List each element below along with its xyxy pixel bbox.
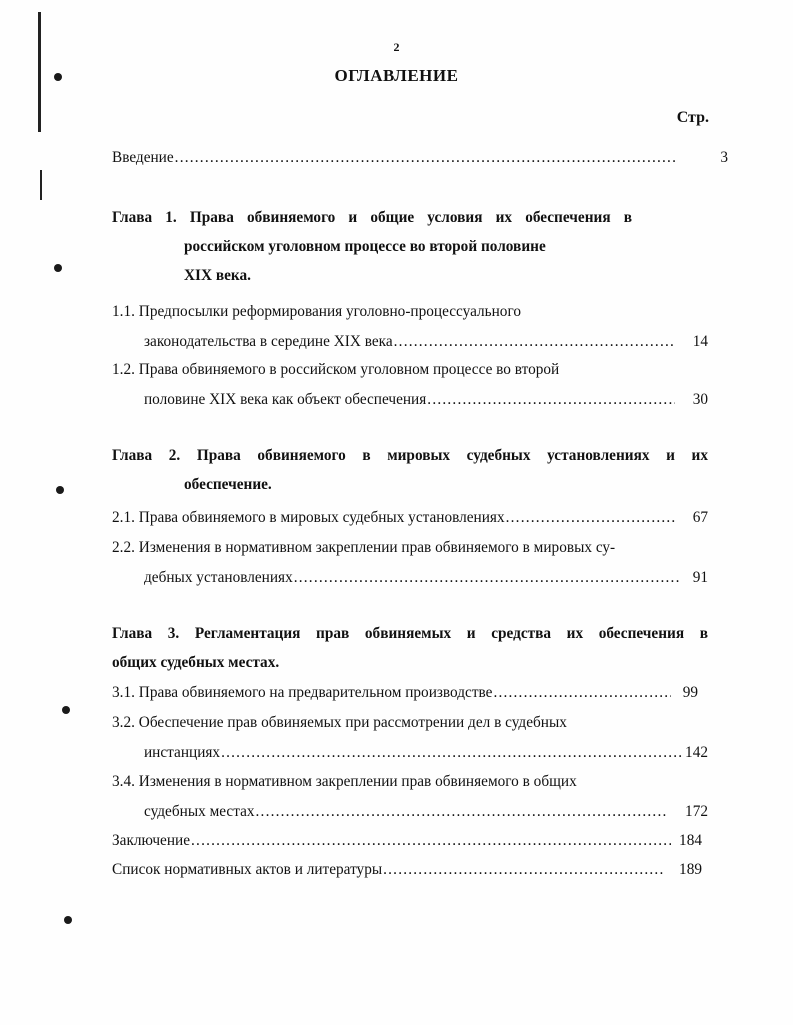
toc-entry-label: 3.2. Обеспечение прав обвиняемых при рассмотрении дел в судебных <box>112 714 567 731</box>
toc-entry-page: 30 <box>692 391 708 408</box>
toc-entry-page: 184 <box>679 832 702 849</box>
chapter-heading-line: XIX века. <box>184 267 251 284</box>
page-column-label: Стр. <box>676 109 709 126</box>
toc-entry-page: 172 <box>685 803 708 820</box>
chapter-heading-line: Глава 3. Регламентация прав обвиняемых и средства их обеспечения в <box>112 625 708 642</box>
toc-entry-bibliography[interactable] <box>112 855 708 885</box>
punch-hole-icon <box>62 706 70 714</box>
dot-leader <box>383 855 665 885</box>
toc-entry-label: 2.1. Права обвиняемого в мировых судебных установлениях <box>112 509 505 526</box>
toc-entry-1-1[interactable] <box>112 297 708 357</box>
punch-hole-icon <box>64 916 72 924</box>
toc-entry-intro[interactable] <box>112 148 728 168</box>
toc-entry-page: 91 <box>692 569 708 586</box>
dot-leader <box>294 563 681 593</box>
toc-entry-conclusion[interactable] <box>112 826 708 856</box>
chapter-heading-line: общих судебных местах. <box>112 654 280 671</box>
toc-chapter-1[interactable] <box>112 203 632 290</box>
dot-leader <box>175 148 677 168</box>
chapter-heading-line: обеспечение. <box>184 476 272 493</box>
toc-entry-page: 3 <box>720 149 728 166</box>
toc-chapter-2[interactable] <box>112 441 708 499</box>
punch-hole-icon <box>56 486 64 494</box>
page-number: 2 <box>393 40 400 54</box>
chapter-heading-line: российском уголовном процессе во второй половине <box>184 238 546 255</box>
toc-entry-label: Заключение <box>112 832 191 849</box>
toc-entry-3-4[interactable] <box>112 767 708 827</box>
toc-entry-page: 142 <box>685 744 708 761</box>
dot-leader <box>493 678 670 708</box>
toc-entry-page: 14 <box>692 333 708 350</box>
toc-entry-label: половине XIX века как объект обеспечения <box>144 391 427 408</box>
page-title: ОГЛАВЛЕНИЕ <box>334 66 459 85</box>
toc-entry-1-2[interactable] <box>112 355 708 415</box>
toc-entry-label: Список нормативных актов и литературы <box>112 861 383 878</box>
toc-entry-label: законодательства в середине XIX века <box>144 333 393 350</box>
toc-entry-page: 189 <box>679 861 702 878</box>
toc-entry-2-2[interactable] <box>112 533 708 593</box>
toc-entry-label: 3.4. Изменения в нормативном закреплении прав обвиняемого в общих <box>112 773 577 790</box>
dot-leader <box>256 797 668 827</box>
dot-leader <box>221 738 683 768</box>
toc-entry-label: 1.1. Предпосылки реформирования уголовно-процессуального <box>112 303 521 320</box>
dot-leader <box>427 385 674 415</box>
toc-entry-label: дебных установлениях <box>144 569 293 586</box>
scan-edge-mark <box>40 170 42 200</box>
toc-entry-3-1[interactable] <box>112 678 708 708</box>
toc-entry-label: 2.2. Изменения в нормативном закреплении прав обвиняемого в мировых су- <box>112 539 616 556</box>
punch-hole-icon <box>54 264 62 272</box>
toc-entry-page: 67 <box>692 509 708 526</box>
dot-leader <box>191 826 671 856</box>
toc-chapter-3[interactable] <box>112 619 708 677</box>
toc-entry-2-1[interactable] <box>112 503 708 533</box>
toc-entry-label: 3.1. Права обвиняемого на предварительном производстве <box>112 684 493 701</box>
toc-entry-label: судебных местах <box>144 803 255 820</box>
toc-entry-3-2[interactable] <box>112 708 708 768</box>
chapter-heading-line: Глава 1. Права обвиняемого и общие условия их обеспечения в <box>112 209 632 226</box>
dot-leader <box>506 503 675 533</box>
toc-entry-label: инстанциях <box>144 744 221 761</box>
dot-leader <box>394 327 675 357</box>
toc-entry-page: 99 <box>682 684 698 701</box>
chapter-heading-line: Глава 2. Права обвиняемого в мировых судебных установлениях и их <box>112 447 708 464</box>
toc-entry-label: 1.2. Права обвиняемого в российском уголовном процессе во второй <box>112 361 560 378</box>
toc-entry-label: Введение <box>112 149 174 166</box>
